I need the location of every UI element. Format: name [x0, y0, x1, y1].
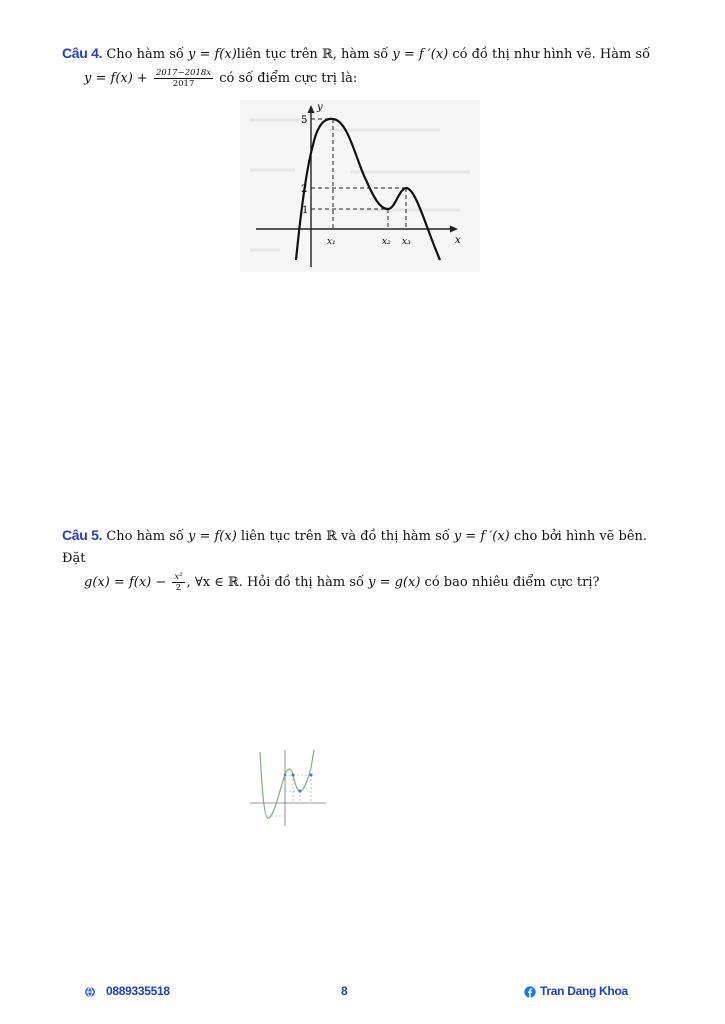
q5-fraction-numerator: x²	[174, 572, 183, 582]
y-axis-label: y	[317, 102, 323, 113]
y-tick-2: 2	[301, 184, 308, 195]
q4-fraction-denominator: 2017	[172, 79, 195, 89]
q4-text-d: có số điểm cực trị là:	[215, 71, 358, 86]
q5-text-e: có bao nhiêu điểm cực trị?	[420, 575, 600, 590]
phone-number: 0889335518	[106, 984, 170, 998]
question-4-line-2	[62, 68, 662, 90]
question-5-graph	[248, 748, 328, 832]
q5-math-gx: g(x) = f(x) −	[84, 575, 171, 590]
small-derivative-graph-svg	[248, 748, 328, 828]
q5-text-c: cho bởi hình vẽ bên. Đặt	[62, 529, 648, 566]
footer-author	[524, 984, 628, 998]
q5-text-a: Cho hàm số	[106, 529, 188, 544]
question-4	[62, 42, 662, 90]
q5-text-d: , ∀x ∈ ℝ. Hỏi đồ thị hàm số	[186, 575, 369, 590]
q5-math-yfx: y = f(x)	[187, 529, 237, 544]
q5-text-b: liên tục trên ℝ và đồ thị hàm số	[236, 529, 454, 544]
footer-phone	[84, 984, 170, 998]
q5-fraction-denominator: 2	[175, 583, 182, 593]
small-curve	[260, 750, 314, 818]
x-tick-x3: x₃	[402, 237, 411, 247]
facebook-icon	[524, 986, 536, 998]
q4-text-a: Cho hàm số	[106, 47, 188, 62]
q4-text-c: có đồ thị như hình vẽ. Hàm số	[448, 47, 651, 62]
question-4-label: Câu 4.	[62, 45, 103, 61]
question-4-graph	[240, 100, 480, 276]
y-tick-5: 5	[301, 115, 308, 126]
x-tick-x1: x₁	[327, 237, 336, 247]
q5-fraction	[172, 572, 184, 593]
globe-icon	[84, 986, 96, 998]
q4-fraction	[154, 68, 213, 89]
q4-math-yfx: y = f(x)	[187, 47, 237, 62]
question-5-label: Câu 5.	[62, 527, 103, 543]
author-name: Tran Dang Khoa	[540, 984, 628, 998]
derivative-graph-svg	[240, 100, 480, 272]
x-tick-x2: x₂	[382, 237, 391, 247]
q4-text-b: liên tục trên ℝ, hàm số	[236, 47, 393, 62]
q5-math-ygx: y = g(x)	[368, 575, 421, 590]
question-4-line-1	[62, 42, 662, 66]
y-tick-1: 1	[302, 205, 309, 216]
page-number: 8	[341, 984, 348, 998]
question-5-line-2	[62, 572, 662, 594]
question-5-line-1	[62, 524, 662, 570]
q5-math-yfpx: y = f ′(x)	[453, 529, 510, 544]
q4-math-yfpx: y = f ′(x)	[392, 47, 449, 62]
q4-fraction-numerator: 2017−2018x	[155, 68, 212, 78]
x-axis-label: x	[455, 235, 461, 246]
question-5	[62, 524, 662, 594]
q4-math-expr: y = f(x) +	[84, 71, 152, 86]
